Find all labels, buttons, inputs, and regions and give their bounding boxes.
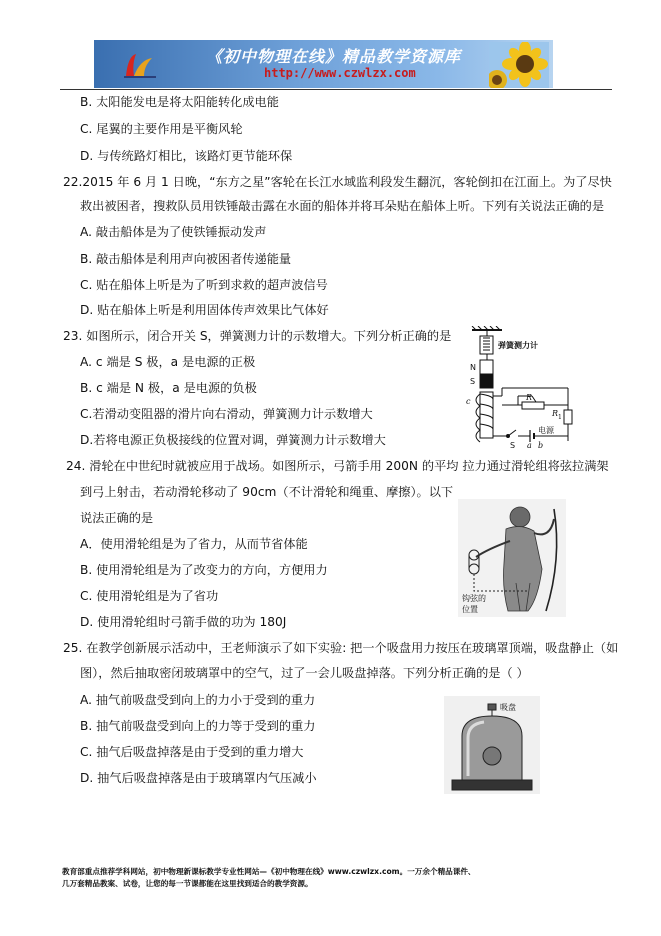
header-url: http://www.czwlzx.com bbox=[264, 66, 416, 80]
q22-option-a: A. 敲击船体是为了使铁锤振动发声 bbox=[80, 225, 267, 239]
q21-option-c: C. 尾翼的主要作用是平衡风轮 bbox=[80, 122, 243, 136]
header-rule bbox=[60, 89, 612, 90]
q23-figure-power: 电源 bbox=[538, 426, 554, 435]
q23-option-d: D.若将电源正负极接线的位置对调，弹簧测力计示数增大 bbox=[80, 433, 386, 447]
q25-stem-line-2: 图），然后抽取密闭玻璃罩中的空气，过了一会儿吸盘掉落。下列分析正确的是（ ） bbox=[80, 666, 529, 680]
q24-figure-label-1: 钩弦的 bbox=[462, 594, 486, 603]
q24-option-d: D. 使用滑轮组时弓箭手做的功为 180J bbox=[80, 615, 287, 629]
q23-figure-r1-sub: 1 bbox=[558, 414, 562, 421]
q22-option-d: D. 贴在船体上听是利用固体传声效果比气体好 bbox=[80, 303, 329, 317]
q24-stem-line-3: 说法正确的是 bbox=[80, 511, 154, 525]
site-logo-icon bbox=[122, 50, 158, 80]
sunflower-icon bbox=[489, 42, 549, 88]
footer-line-2: 几万套精品教案、试卷，让您的每一节课都能在这里找到适合的教学资源。 bbox=[62, 879, 313, 888]
q24-option-a: A．使用滑轮组是为了省力，从而节省体能 bbox=[80, 537, 308, 551]
q24-option-b: B. 使用滑轮组是为了改变力的方向，方便用力 bbox=[80, 563, 328, 577]
q25-option-d: D. 抽气后吸盘掉落是由于玻璃罩内气压减小 bbox=[80, 771, 317, 785]
header-banner bbox=[94, 40, 553, 88]
q23-circuit-figure bbox=[458, 326, 578, 450]
q23-figure-r: R bbox=[526, 393, 533, 402]
q24-archer-figure bbox=[458, 499, 566, 617]
q23-figure-n: N bbox=[470, 363, 476, 372]
q23-stem: 23. 如图所示，闭合开关 S，弹簧测力计的示数增大。下列分析正确的是 bbox=[63, 329, 452, 343]
q24-figure-label-2: 位置 bbox=[462, 605, 478, 614]
q22-stem-line-2: 救出被困者，搜救队员用铁锤敲击露在水面的船体并将耳朵贴在船体上听。下列有关说法正确的是 bbox=[80, 199, 605, 213]
q24-stem-line-2: 到弓上射击，若动滑轮移动了 90cm（不计滑轮和绳重、摩擦）。以下 bbox=[80, 485, 454, 499]
q23-figure-switch-s: S bbox=[510, 441, 516, 450]
q22-option-c: C. 贴在船体上听是为了听到求救的超声波信号 bbox=[80, 278, 328, 292]
q23-figure-s: S bbox=[470, 377, 476, 386]
q23-figure-r1: R bbox=[552, 409, 559, 418]
q23-option-b: B. c 端是 N 极，a 是电源的负极 bbox=[80, 381, 257, 395]
q23-option-c: C.若滑动变阻器的滑片向右滑动，弹簧测力计示数增大 bbox=[80, 407, 373, 421]
q22-stem-line-1: 22.2015 年 6 月 1 日晚，“东方之星”客轮在长江水域监利段发生翻沉，客轮倒扣在江面上。为了尽快 bbox=[63, 175, 612, 189]
q25-option-a: A. 抽气前吸盘受到向上的力小于受到的重力 bbox=[80, 693, 316, 707]
q25-stem-line-1: 25. 在教学创新展示活动中，王老师演示了如下实验: 把一个吸盘用力按压在玻璃罩顶端，吸盘静止（如 bbox=[63, 641, 619, 655]
header-title: 《初中物理在线》精品教学资源库 bbox=[206, 47, 462, 66]
footer-line-1: 教育部重点推荐学科网站，初中物理新课标教学专业性网站—《初中物理在线》www.czwlzx.com。一万余个精品课件、 bbox=[62, 867, 476, 876]
q21-option-b: B. 太阳能发电是将太阳能转化成电能 bbox=[80, 95, 279, 109]
q25-option-c: C. 抽气后吸盘掉落是由于受到的重力增大 bbox=[80, 745, 304, 759]
q25-bell-jar-figure bbox=[444, 696, 540, 794]
q23-figure-c: c bbox=[466, 397, 471, 406]
q22-option-b: B. 敲击船体是利用声向被困者传递能量 bbox=[80, 252, 292, 266]
q25-option-b: B. 抽气前吸盘受到向上的力等于受到的重力 bbox=[80, 719, 316, 733]
q23-figure-b: b bbox=[538, 441, 544, 450]
q23-figure-a: a bbox=[527, 441, 532, 450]
q21-option-d: D. 与传统路灯相比，该路灯更节能环保 bbox=[80, 149, 293, 163]
q23-figure-spring-label: 弹簧测力计 bbox=[498, 341, 538, 350]
q25-figure-label: 吸盘 bbox=[500, 703, 516, 712]
q23-option-a: A. c 端是 S 极，a 是电源的正极 bbox=[80, 355, 256, 369]
q24-option-c: C. 使用滑轮组是为了省功 bbox=[80, 589, 219, 603]
q24-stem-line-1: 24. 滑轮在中世纪时就被应用于战场。如图所示，弓箭手用 200N 的平均 拉力通过滑轮组将弦拉满架 bbox=[66, 459, 609, 473]
